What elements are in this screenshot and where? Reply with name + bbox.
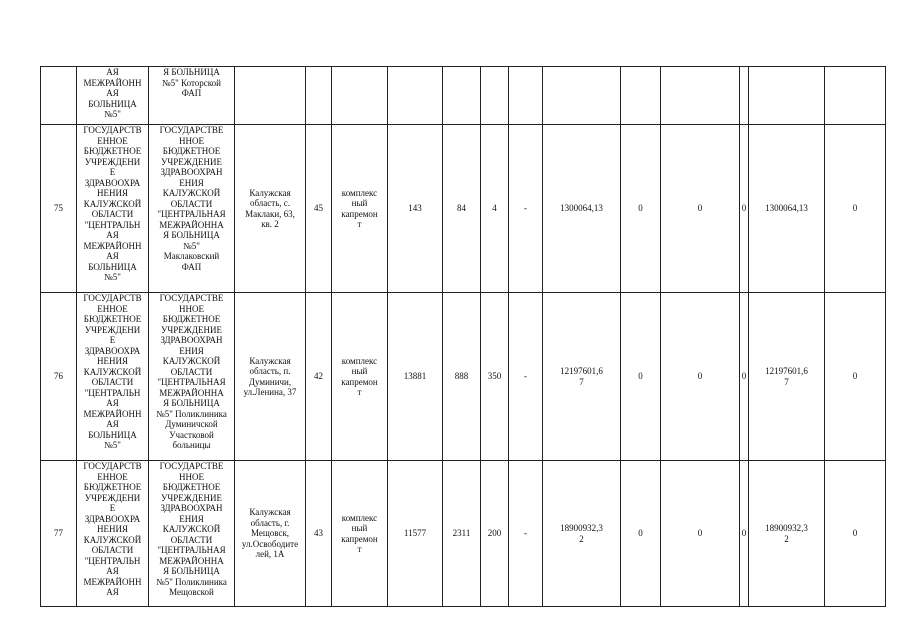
- cell-c15: 18900932,3 2: [749, 461, 825, 607]
- cell-facility: ГОСУДАРСТВЕ ННОЕ БЮДЖЕТНОЕ УЧРЕЖДЕНИЕ ЗДРАВООХРАН ЕНИЯ КАЛУЖСКОЙ ОБЛАСТИ "ЦЕНТРАЛЬНАЯ МЕЖРАЙОННА Я БОЛЬНИЦА №5" Поликлиника Думиничской Участковой больницы: [149, 293, 235, 461]
- cell-organization: ГОСУДАРСТВ ЕННОЕ БЮДЖЕТНОЕ УЧРЕЖДЕНИ Е ЗДРАВООХРА НЕНИЯ КАЛУЖСКОЙ ОБЛАСТИ "ЦЕНТРАЛЬН АЯ МЕЖРАЙОНН АЯ БОЛЬНИЦА №5": [77, 293, 149, 461]
- cell-organization: ГОСУДАРСТВ ЕННОЕ БЮДЖЕТНОЕ УЧРЕЖДЕНИ Е ЗДРАВООХРА НЕНИЯ КАЛУЖСКОЙ ОБЛАСТИ "ЦЕНТРАЛЬН АЯ МЕЖРАЙОНН АЯ БОЛЬНИЦА №5": [77, 125, 149, 293]
- cell-c14: 0: [740, 293, 749, 461]
- cell-organization: ГОСУДАРСТВ ЕННОЕ БЮДЖЕТНОЕ УЧРЕЖДЕНИ Е ЗДРАВООХРА НЕНИЯ КАЛУЖСКОЙ ОБЛАСТИ "ЦЕНТРАЛЬН АЯ МЕЖРАЙОНН АЯ: [77, 461, 149, 607]
- cell-work-type: комплекс ный капремон т: [332, 125, 388, 293]
- cell-organization: АЯ МЕЖРАЙОНН АЯ БОЛЬНИЦА №5": [77, 67, 149, 125]
- cell-c9: 200: [481, 461, 509, 607]
- cell-c11: 12197601,6 7: [543, 293, 621, 461]
- cell-c8: 2311: [443, 461, 481, 607]
- cell-c12: 0: [621, 461, 661, 607]
- cell-work-type: комплекс ный капремон т: [332, 293, 388, 461]
- cell-c5: 45: [306, 125, 332, 293]
- cell-c11: 1300064,13: [543, 125, 621, 293]
- cell-num: 77: [41, 461, 77, 607]
- cell-facility: ГОСУДАРСТВЕ ННОЕ БЮДЖЕТНОЕ УЧРЕЖДЕНИЕ ЗДРАВООХРАН ЕНИЯ КАЛУЖСКОЙ ОБЛАСТИ "ЦЕНТРАЛЬНАЯ МЕЖРАЙОННА Я БОЛЬНИЦА №5" Маклаковский ФАП: [149, 125, 235, 293]
- cell-c5: 43: [306, 461, 332, 607]
- cell-address: Калужская область, с. Маклаки, 63, кв. 2: [235, 125, 306, 293]
- cell-num: 76: [41, 293, 77, 461]
- cell-c12: 0: [621, 293, 661, 461]
- cell-c10: -: [509, 293, 543, 461]
- cell-c8: 84: [443, 125, 481, 293]
- table-row: [41, 461, 886, 607]
- cell-c14: 0: [740, 125, 749, 293]
- cell-c10: -: [509, 125, 543, 293]
- cell-c16: 0: [825, 293, 886, 461]
- table-row-continued: [41, 67, 886, 125]
- cell-work-type: комплекс ный капремон т: [332, 461, 388, 607]
- cell-c7: 11577: [388, 461, 443, 607]
- cell-c7: 143: [388, 125, 443, 293]
- cell-c15: 12197601,6 7: [749, 293, 825, 461]
- cell-c10: -: [509, 461, 543, 607]
- cell-num: 75: [41, 125, 77, 293]
- document-table: [40, 66, 886, 607]
- cell-facility: Я БОЛЬНИЦА №5" Которской ФАП: [149, 67, 235, 125]
- cell-c16: 0: [825, 125, 886, 293]
- cell-c9: 350: [481, 293, 509, 461]
- cell-c16: 0: [825, 461, 886, 607]
- cell-address: Калужская область, г. Мещовск, ул.Освободите лей, 1А: [235, 461, 306, 607]
- cell-c14: 0: [740, 461, 749, 607]
- cell-c8: 888: [443, 293, 481, 461]
- cell-c5: 42: [306, 293, 332, 461]
- cell-c12: 0: [621, 125, 661, 293]
- cell-c15: 1300064,13: [749, 125, 825, 293]
- cell-c7: 13881: [388, 293, 443, 461]
- cell-c11: 18900932,3 2: [543, 461, 621, 607]
- cell-address: Калужская область, п. Думиничи, ул.Ленина, 37: [235, 293, 306, 461]
- cell-c13: 0: [661, 293, 740, 461]
- cell-c13: 0: [661, 461, 740, 607]
- cell-num: [41, 67, 77, 125]
- cell-c13: 0: [661, 125, 740, 293]
- table-row: [41, 125, 886, 293]
- table-row: [41, 293, 886, 461]
- cell-c9: 4: [481, 125, 509, 293]
- cell-facility: ГОСУДАРСТВЕ ННОЕ БЮДЖЕТНОЕ УЧРЕЖДЕНИЕ ЗДРАВООХРАН ЕНИЯ КАЛУЖСКОЙ ОБЛАСТИ "ЦЕНТРАЛЬНАЯ МЕЖРАЙОННА Я БОЛЬНИЦА №5" Поликлиника Мещовской: [149, 461, 235, 607]
